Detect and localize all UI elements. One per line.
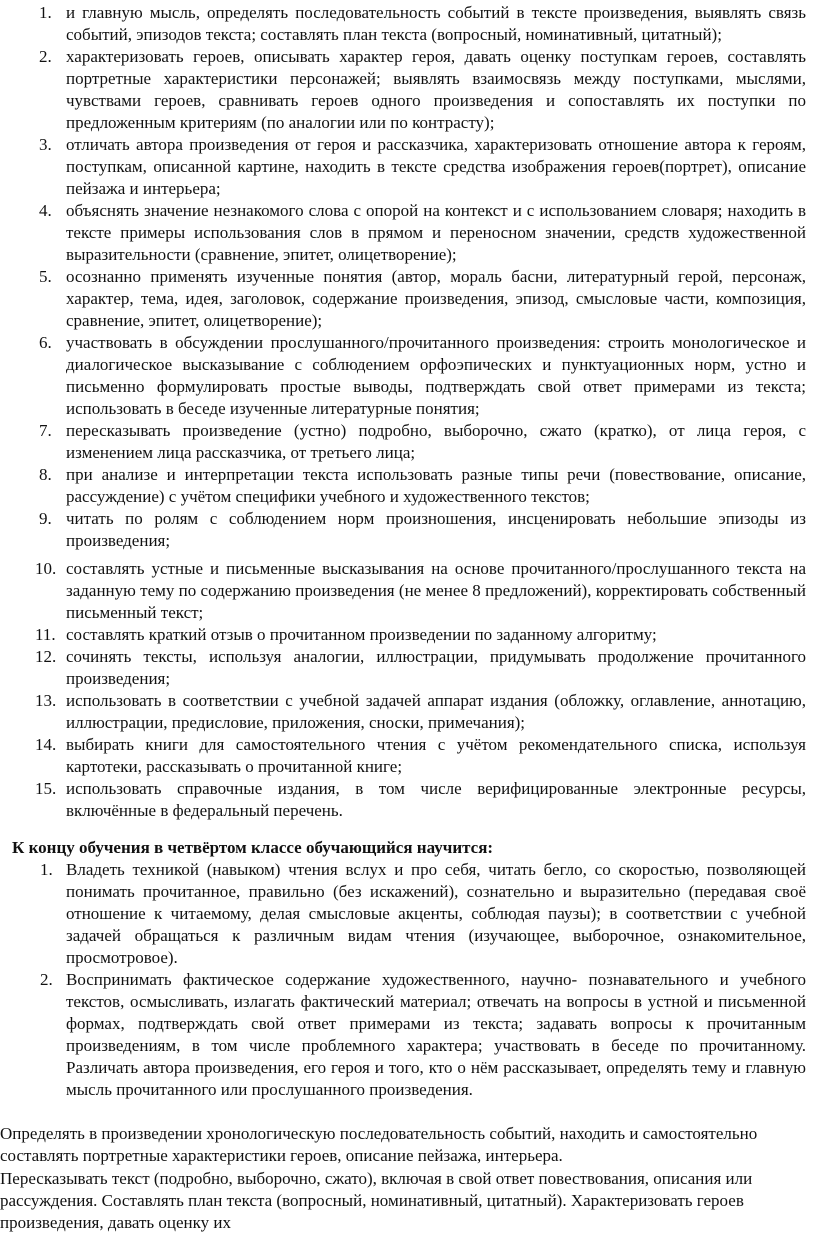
skills-list-primary xyxy=(0,2,816,822)
item-number: 8. xyxy=(39,465,52,484)
item-text: сочинять тексты, используя аналогии, иллюстрации, придумывать продолжение прочитанного произведения; xyxy=(66,647,806,688)
list-item xyxy=(0,508,816,552)
section-heading: К концу обучения в четвёртом классе обучающийся научится: xyxy=(12,838,494,857)
body-paragraph: Определять в произведении хронологическую последовательность событий, находить и самостоятельно составлять портретные характеристики героев, описание пейзажа, интерьера. xyxy=(0,1124,758,1165)
skills-list-grade4 xyxy=(0,859,816,1101)
list-item xyxy=(0,332,816,420)
item-number: 13. xyxy=(35,691,57,710)
item-text: читать по ролям с соблюдением норм произношения, инсценировать небольшие эпизоды из произведения; xyxy=(66,509,806,550)
item-number: 15. xyxy=(35,779,57,798)
item-number: 6. xyxy=(39,333,52,352)
list-item xyxy=(0,969,816,1101)
item-number: 14. xyxy=(35,735,57,754)
item-number: 5. xyxy=(39,267,52,286)
item-text: участвовать в обсуждении прослушанного/прочитанного произведения: строить монологическое и диалогическое высказывание с соблюдением орфоэпических и пунктуационных норм, устно и письменно формулировать простые выводы, подтверждать свой ответ примерами из текста; использовать в беседе изученные литературные понятия; xyxy=(66,333,806,418)
item-text: составлять краткий отзыв о прочитанном произведении по заданному алгоритму; xyxy=(66,625,657,644)
item-number: 3. xyxy=(39,135,52,154)
item-number: 7. xyxy=(39,421,52,440)
item-text: составлять устные и письменные высказывания на основе прочитанного/прослушанного текста на заданную тему по содержанию произведения (не менее 8 предложений), корректировать собственный письменный текст; xyxy=(66,559,806,622)
list-item xyxy=(0,200,816,266)
list-item xyxy=(0,624,816,646)
item-number: 11. xyxy=(35,625,56,644)
item-text: объяснять значение незнакомого слова с опорой на контекст и с использованием словаря; находить в тексте примеры использования слов в прямом и переносном значении, средств художественной выразительности (сравнение, эпитет, олицетворение); xyxy=(66,201,806,264)
item-text: пересказывать произведение (устно) подробно, выборочно, сжато (кратко), от лица героя, с изменением лица рассказчика, от третьего лица; xyxy=(66,421,806,462)
list-item xyxy=(0,266,816,332)
item-text: использовать справочные издания, в том числе верифицированные электронные ресурсы, включённые в федеральный перечень. xyxy=(66,779,806,820)
list-item xyxy=(0,2,816,46)
list-item xyxy=(0,778,816,822)
item-number: 12. xyxy=(35,647,57,666)
body-paragraph: Пересказывать текст (подробно, выборочно, сжато), включая в свой ответ повествования, описания или рассуждения. Составлять план текста (вопросный, номинативный, цитатный). Характеризовать героев произведения, давать оценку их xyxy=(0,1169,753,1232)
item-text: характеризовать героев, описывать характер героя, давать оценку поступкам героев, составлять портретные характеристики персонажей; выявлять взаимосвязь между поступками, мыслями, чувствами героев, сравнивать героев одного произведения и сопоставлять их поступки по предложенным критериям (по аналогии или по контрасту); xyxy=(66,47,806,132)
list-item xyxy=(0,464,816,508)
list-item xyxy=(0,558,816,624)
item-text: при анализе и интерпретации текста использовать разные типы речи (повествование, описание, рассуждение) с учётом специфики учебного и художественного текстов; xyxy=(66,465,806,506)
item-number: 1. xyxy=(40,860,53,879)
item-text: выбирать книги для самостоятельного чтения с учётом рекомендательного списка, используя картотеки, рассказывать о прочитанной книге; xyxy=(66,735,806,776)
item-number: 2. xyxy=(40,970,53,989)
list-item xyxy=(0,46,816,134)
item-number: 4. xyxy=(39,201,52,220)
item-number: 1. xyxy=(39,3,52,22)
list-item xyxy=(0,690,816,734)
list-item xyxy=(0,134,816,200)
item-text: отличать автора произведения от героя и рассказчика, характеризовать отношение автора к героям, поступкам, описанной картине, находить в тексте средства изображения героев(портрет), описание пейзажа и интерьера; xyxy=(66,135,806,198)
item-text: и главную мысль, определять последовательность событий в тексте произведения, выявлять связь событий, эпизодов текста; составлять план текста (вопросный, номинативный, цитатный); xyxy=(66,3,806,44)
item-number: 9. xyxy=(39,509,52,528)
list-item xyxy=(0,646,816,690)
list-item xyxy=(0,734,816,778)
item-text: Владеть техникой (навыком) чтения вслух и про себя, читать бегло, со скоростью, позволяющей понимать прочитанное, правильно (без искажений), сознательно и выразительно (передавая своё отношение к читаемому, делая смысловые акценты, соблюдая паузы); в соответствии с учебной задачей обращаться к различным видам чтения (изучающее, выборочное, ознакомительное, просмотровое). xyxy=(66,860,806,967)
list-item xyxy=(0,420,816,464)
item-number: 10. xyxy=(35,559,57,578)
item-text: осознанно применять изученные понятия (автор, мораль басни, литературный герой, персонаж, характер, тема, идея, заголовок, содержание произведения, эпизод, смысловые части, композиция, сравнение, эпитет, олицетворение); xyxy=(66,267,806,330)
item-text: Воспринимать фактическое содержание художественного, научно- познавательного и учебного текстов, осмысливать, излагать фактический материал; отвечать на вопросы в устной и письменной формах, подтверждать свой ответ примерами из текста; задавать вопросы к прочитанным произведениям, в том числе проблемного характера; участвовать в беседе по прочитанному. Различать автора произведения, его героя и того, кто о нём рассказывает, определять тему и главную мысль прочитанного или прослушанного произведения. xyxy=(66,970,806,1099)
list-item xyxy=(0,859,816,969)
item-text: использовать в соответствии с учебной задачей аппарат издания (обложку, оглавление, аннотацию, иллюстрации, предисловие, приложения, сноски, примечания); xyxy=(66,691,806,732)
item-number: 2. xyxy=(39,47,52,66)
